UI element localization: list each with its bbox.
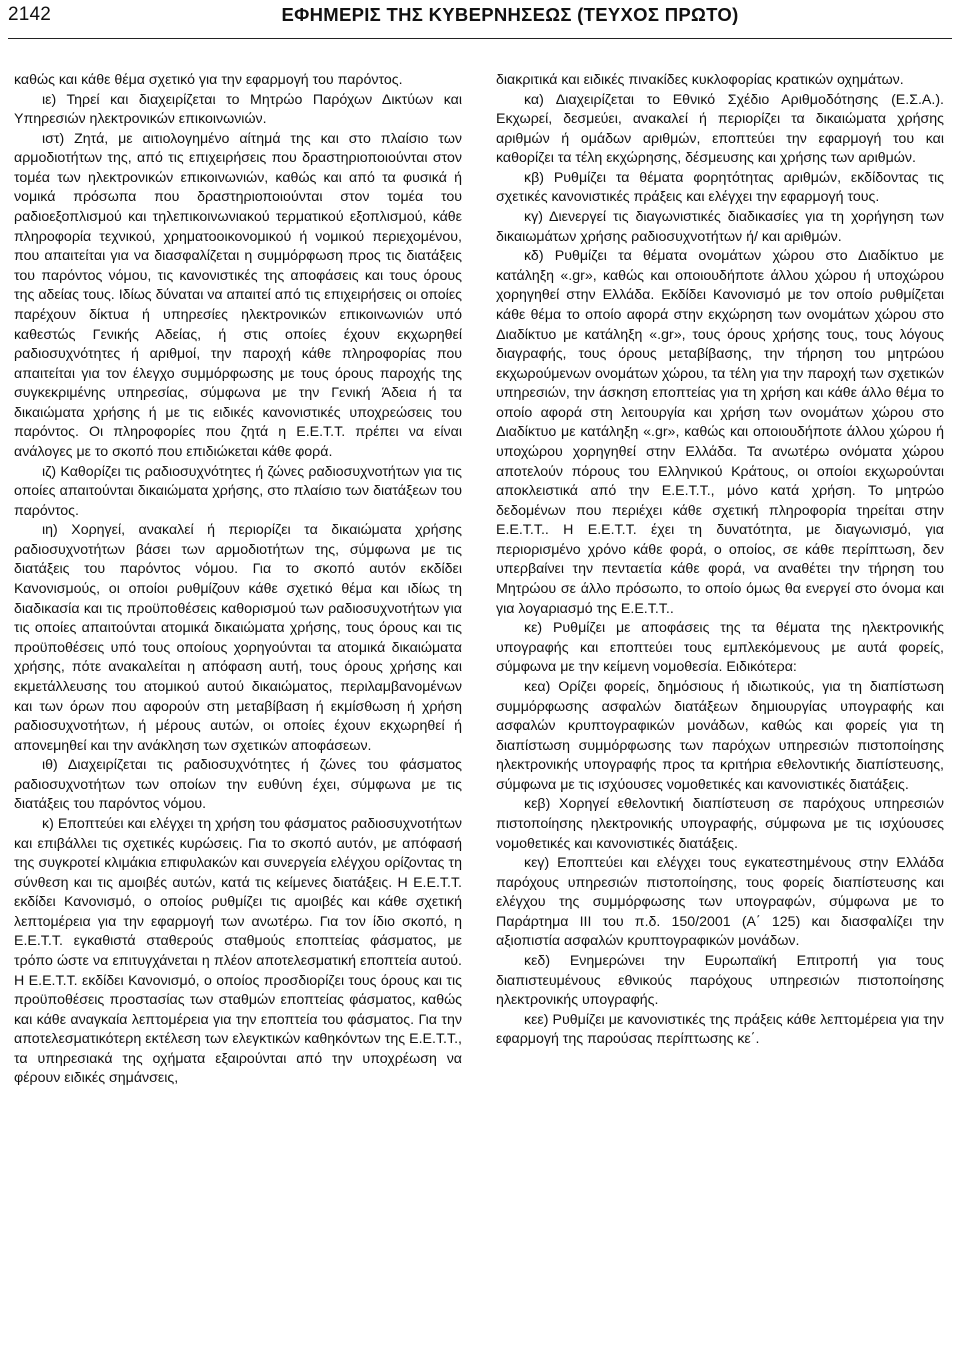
paragraph-ka: κα) Διαχειρίζεται το Εθνικό Σχέδιο Αριθμοδότησης (Ε.Σ.Α.). Εκχωρεί, δεσμεύει, ανακαλεί ή περιορίζει τα δικαιώματα χρήσης αριθμών ή ομάδων αριθμών, εποπτεύει την εφαρμογή του και καθορίζει τα τέλη εκχώρησης, δέσμευσης και χρήσης των αριθμών. (496, 91, 944, 167)
paragraph-k: κ) Εποπτεύει και ελέγχει τη χρήση του φάσματος ραδιοσυχνοτήτων και επιβάλλει τις σχετικές κυρώσεις. Για το σκοπό αυτόν, με απόφασή της συγκροτεί κλιμάκια επιφυλακών και συνεργεία ελέγχου ορίζοντας τη σύνθεση και τις αμοιβές αυτών, κατά τις κείμενες διατάξεις. Η Ε.Ε.Τ.Τ. εκδίδει Κανονισμό, ο οποίος ρυθμίζει τις αμοιβές και κάθε σχετική λεπτομέρεια για την εφαρμογή των ανωτέρω. Για τον ίδιο σκοπό, η Ε.Ε.Τ.Τ. εγκαθιστά σταθερούς σταθμούς εποπτείας φάσματος, με τρόπο ώστε να επιτυγχάνεται η πλέον αποτελεσματική εποπτεία αυτού. Η Ε.Ε.Τ.Τ. εκδίδει Κανονισμό, ο οποίος προσδιορίζει τους όρους και τις προϋποθέσεις προστασίας των σταθμών εποπτείας φάσματος, καθώς και κάθε αναγκαία λεπτομέρεια για την εποπτεία του φάσματος. Για την αποτελεσματικότερη εκτέλεση των ελεγκτικών καθηκόντων της Ε.Ε.Τ.Τ., τα υπηρεσιακά της οχήματα εξαιρούνται από την υποχρέωση να φέρουν ειδικές σημάνσεις, (14, 815, 462, 1087)
paragraph-ist: ιστ) Ζητά, με αιτιολογημένο αίτημά της και στο πλαίσιο των αρμοδιοτήτων της, από τις επιχειρήσεις που δραστηριοποιούνται στον τομέα των ηλεκτρονικών επικοινωνιών, καθώς και από τα φυσικά ή νομικά πρόσωπα που δραστηριοποιούνται στον τομέα του ραδιοεξοπλισμού και τηλεπικοινωνιακού τερματικού εξοπλισμού, κάθε πληροφορία τεχνικού, χρηματοοικονομικού ή νομικού περιεχομένου, που απαιτείται για να διασφαλίζεται η συμμόρφωση προς τις διατάξεις του παρόντος νόμου, τις κανονιστικές της αποφάσεις και τους όρους της αδείας τους. Ιδίως δύναται να απαιτεί από τις επιχειρήσεις οι οποίες παρέχουν δίκτυα ή υπηρεσίες ηλεκτρονικών επικοινωνιών υπό καθεστώς Γενικής Αδείας, ή στις οποίες έχουν εκχωρηθεί ραδιοσυχνότητες ή αριθμοί, την παροχή κάθε πληροφορίας που απαιτείται για τον έλεγχο συμμόρφωσης με τους όρους παροχής της συγκεκριμένης υπηρεσίας, σύμφωνα με την Γενική Άδεια ή τα δικαιώματα χρήσης ή με τις ειδικές κανονιστικές υποχρεώσεις του παρόντος. Οι πληροφορίες που ζητά η Ε.Ε.Τ.Τ. πρέπει να είναι ανάλογες με το σκοπό που επιδιώκεται κάθε φορά. (14, 130, 462, 460)
paragraph-kea: κεα) Ορίζει φορείς, δημόσιους ή ιδιωτικούς, για τη διαπίστωση συμμόρφωσης ασφαλών διατάξεων δημιουργίας υπογραφής και ασφαλών κρυπτογραφικών μονάδων, καθώς και φορείς για τη διαπίστωση συμμόρφωσης των παρόχων υπηρεσιών πιστοποίησης ηλεκτρονικής υπογραφής προς τα κριτήρια εθελοντικής διαπίστευσης, σύμφωνα με τις ισχύουσες νομοθετικές και κανονιστικές διατάξεις. (496, 678, 944, 793)
paragraph-ie: ιε) Τηρεί και διαχειρίζεται το Μητρώο Παρόχων Δικτύων και Υπηρεσιών ηλεκτρονικών επικοινωνιών. (14, 91, 462, 128)
running-title: ΕΦΗΜΕΡΙΣ ΤΗΣ ΚΥΒΕΡΝΗΣΕΩΣ (ΤΕΥΧΟΣ ΠΡΩΤΟ) (281, 4, 739, 25)
page-number: 2142 (8, 4, 52, 25)
paragraph: καθώς και κάθε θέμα σχετικό για την εφαρμογή του παρόντος. (14, 72, 403, 88)
page-header (0, 0, 960, 40)
paragraph-kd: κδ) Ρυθμίζει τα θέματα ονομάτων χώρου στο Διαδίκτυο με κατάληξη «.gr», καθώς και οποιουδήποτε άλλου χώρου ή υποχώρου χορηγηθεί στην Ελλάδα. Εκδίδει Κανονισμό με τον οποίο ρυθμίζεται κάθε θέμα το οποίο αφορά στην εκχώρηση των ονομάτων χώρου στο Διαδίκτυο με κατάληξη «.gr», τους όρους χρήσης τους, τους λόγους διαγραφής, τους όρους μεταβίβασης, την τήρηση του μητρώου εκχωρούμενων ονομάτων χώρου, τα τέλη για την παροχή των σχετικών υπηρεσιών, την άσκηση εποπτείας για τη χρήση και κάθε άλλο θέμα το οποίο αφορά στη λειτουργία και χρήση των ονομάτων χώρου στο Διαδίκτυο με κατάληξη «.gr», καθώς και οποιουδήποτε άλλου χώρου ή υποχώρου χορηγηθεί στην Ελλάδα. Τα ανωτέρω ονόματα χώρου αποτελούν πόρους του Ελληνικού Κράτους, οι οποίοι εκχωρούνται αποκλειστικά από την Ε.Ε.Τ.Τ., μόνο κατά χρήση. Το μητρώο δεδομένων που περιέχει κάθε σχετική πληροφορία τηρείται στην Ε.Ε.Τ.Τ.. Η Ε.Ε.Τ.Τ. έχει τη δυνατότητα, με διαγωνισμό, για περιορισμένο χρόνο κάθε φορά, ο οποίος, σε κάθε περίπτωση, δεν υπερβαίνει την πενταετία κάθε φορά, να αναθέτει την τήρηση του Μητρώου σε άλλο πρόσωπο, το οποίο όμως θα ενεργεί στο όνομα και για λογαριασμό της Ε.Ε.Τ.Τ.. (496, 248, 944, 617)
left-column (14, 71, 462, 1361)
right-column (496, 71, 944, 1361)
paragraph: διακριτικά και ειδικές πινακίδες κυκλοφορίας κρατικών οχημάτων. (496, 72, 904, 88)
paragraph-kee: κεε) Ρυθμίζει με κανονιστικές της πράξεις κάθε λεπτομέρεια για την εφαρμογή της παρούσας περίπτωσης κε΄. (496, 1011, 944, 1048)
header-rule (8, 38, 952, 39)
paragraph-keb: κεβ) Χορηγεί εθελοντική διαπίστευση σε παρόχους υπηρεσιών πιστοποίησης ηλεκτρονικής υπογραφής, σύμφωνα με τις ισχύουσες νομοθετικές και κανονιστικές διατάξεις. (496, 796, 944, 852)
paragraph-keg: κεγ) Εποπτεύει και ελέγχει τους εγκατεστημένους στην Ελλάδα παρόχους υπηρεσιών πιστοποίησης, τους φορείς διαπίστευσης και ελέγχου της συμμόρφωσης των υπογραφών, σύμφωνα με το Παράρτημα ΙΙΙ του π.δ. 150/2001 (Α΄ 125) και διασφαλίζει την αξιοπιστία ασφαλών κρυπτογραφικών μονάδων. (496, 855, 944, 950)
paragraph-kg: κγ) Διενεργεί τις διαγωνιστικές διαδικασίες για τη χορήγηση των δικαιωμάτων χρήσης ραδιοσυχνοτήτων ή/ και αριθμών. (496, 209, 944, 245)
paragraph-ith: ιθ) Διαχειρίζεται τις ραδιοσυχνότητες ή ζώνες του φάσματος ραδιοσυχνοτήτων των οποίων την ευθύνη έχει, σύμφωνα με τις διατάξεις του παρόντος νόμου. (14, 757, 462, 813)
paragraph-ke: κε) Ρυθμίζει με αποφάσεις της τα θέματα της ηλεκτρονικής υπογραφής και εποπτεύει τους εμπλεκόμενους με αυτά φορείς, σύμφωνα με την κείμενη νομοθεσία. Ειδικότερα: (496, 620, 944, 676)
paragraph-ih: ιη) Χορηγεί, ανακαλεί ή περιορίζει τα δικαιώματα χρήσης ραδιοσυχνοτήτων βάσει των αρμοδιοτήτων της, σύμφωνα με τις διατάξεις του παρόντος νόμου. Για το σκοπό αυτόν εκδίδει Κανονισμούς, οι οποίοι ρυθμίζουν κάθε σχετικό θέμα και ιδίως τη διαδικασία και τις προϋποθέσεις καθορισμού των ραδιοσυχνοτήτων για τις οποίες απαιτούνται ατομικά δικαιώματα χρήσης, τους όρους και τις προϋποθέσεις υπό τους οποίους χορηγούνται τα ατομικά δικαιώματα χρήσης, πότε ανακαλείται η απόφαση αυτή, τους όρους χρήσης και εκμετάλλευσης του ατομικού αυτού δικαιώματος, περιλαμβανομένων και των όρων που αφορούν στη μεταβίβαση ή εκμίσθωση ή χρήση ραδιοσυχνοτήτων, ή μέρους αυτών, οι οποίες έχουν εκχωρηθεί ή απονεμηθεί και την ανάκληση των σχετικών αποφάσεων. (14, 522, 462, 754)
paragraph-ked: κεδ) Ενημερώνει την Ευρωπαϊκή Επιτροπή για τους διαπιστευμένους εθνικούς παρόχους υπηρεσιών πιστοποίησης ηλεκτρονικής υπογραφής. (496, 953, 944, 1009)
paragraph-iz: ιζ) Καθορίζει τις ραδιοσυχνότητες ή ζώνες ραδιοσυχνοτήτων για τις οποίες απαιτούνται δικαιώματα χρήσης, στο πλαίσιο των διατάξεων του παρόντος. (14, 463, 462, 519)
paragraph-kb: κβ) Ρυθμίζει τα θέματα φορητότητας αριθμών, εκδίδοντας τις σχετικές κανονιστικές πράξεις και ελέγχει την εφαρμογή τους. (496, 169, 944, 206)
